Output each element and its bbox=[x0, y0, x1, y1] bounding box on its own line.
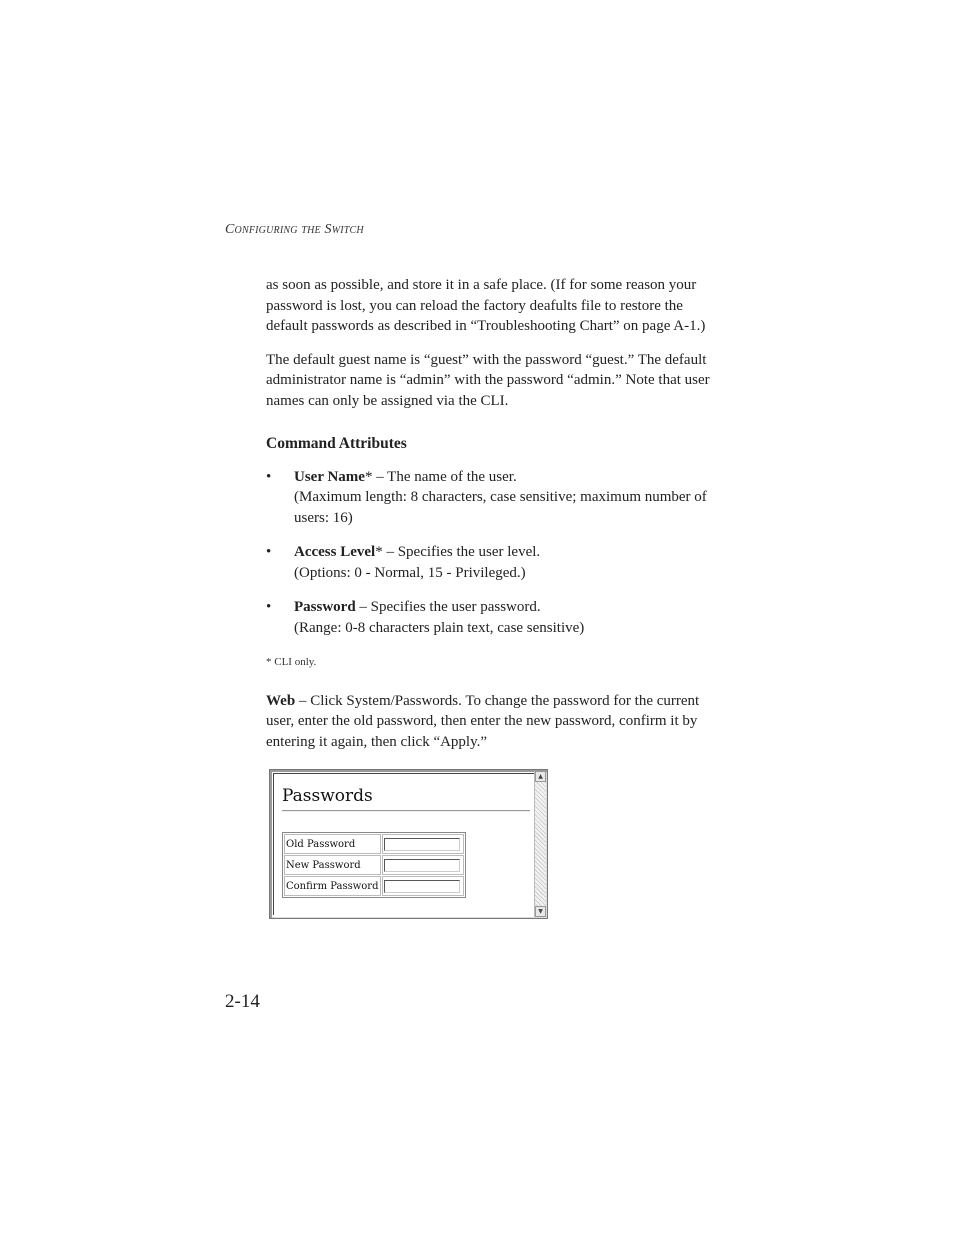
paragraph-default-names: The default guest name is “guest” with the password “guest.” The default administrator name is “admin” with the password “admin.” Note that user names can only be assigned via the CLI. bbox=[266, 351, 710, 409]
attribute-description: * – Specifies the user level. bbox=[375, 544, 541, 560]
bullet-icon: • bbox=[266, 468, 272, 485]
list-item-access-level bbox=[266, 542, 726, 583]
attribute-description: – Specifies the user password. bbox=[355, 599, 541, 615]
bullet-icon: • bbox=[266, 544, 272, 560]
attribute-detail: (Options: 0 - Normal, 15 - Privileged.) bbox=[294, 564, 526, 581]
body-content bbox=[266, 275, 726, 765]
table-row bbox=[284, 876, 464, 896]
attribute-list bbox=[266, 467, 726, 639]
old-password-label: Old Password bbox=[284, 834, 381, 854]
page-number: 2-14 bbox=[225, 991, 260, 1012]
bullet-icon: • bbox=[266, 599, 272, 615]
section-heading: Command Attributes bbox=[266, 435, 407, 452]
list-item-user-name bbox=[266, 467, 726, 529]
confirm-password-label: Confirm Password bbox=[284, 876, 381, 896]
attribute-term: Access Level bbox=[294, 544, 376, 560]
web-term: Web bbox=[266, 692, 296, 709]
new-password-label: New Password bbox=[284, 855, 381, 875]
passwords-form-table bbox=[282, 832, 466, 898]
confirm-password-input[interactable] bbox=[384, 880, 460, 893]
paragraph-web-instructions bbox=[266, 691, 726, 753]
scroll-down-icon[interactable]: ▼ bbox=[535, 906, 546, 917]
attribute-detail: (Maximum length: 8 characters, case sensitive; maximum number of users: 16) bbox=[294, 489, 707, 526]
attribute-term: User Name bbox=[294, 468, 365, 485]
attribute-detail: (Range: 0-8 characters plain text, case sensitive) bbox=[294, 619, 585, 636]
passwords-page-frame bbox=[273, 773, 534, 915]
attribute-description: * – The name of the user. bbox=[364, 468, 517, 485]
scroll-up-icon[interactable]: ▲ bbox=[535, 771, 546, 782]
new-password-input[interactable] bbox=[384, 859, 460, 872]
paragraph-password-reset: as soon as possible, and store it in a safe place. (If for some reason your password is lost, you can reload the factory deafults file to restore the default passwords as described in “Troubleshooting Chart” on page A-1.) bbox=[266, 277, 706, 334]
web-instructions-text: – Click System/Passwords. To change the password for the current user, enter the old password, then enter the new password, confirm it by entering it again, then click “Apply.” bbox=[266, 692, 700, 750]
old-password-input[interactable] bbox=[384, 838, 460, 851]
list-item-password bbox=[266, 597, 726, 638]
passwords-page-title: Passwords bbox=[282, 786, 373, 806]
title-divider bbox=[282, 810, 530, 812]
running-head: Configuring the Switch bbox=[225, 222, 364, 237]
footnote: * CLI only. bbox=[266, 656, 317, 668]
vertical-scrollbar[interactable] bbox=[534, 771, 546, 917]
passwords-screenshot bbox=[269, 769, 548, 919]
table-row bbox=[284, 834, 464, 854]
attribute-term: Password bbox=[294, 599, 356, 615]
table-row bbox=[284, 855, 464, 875]
